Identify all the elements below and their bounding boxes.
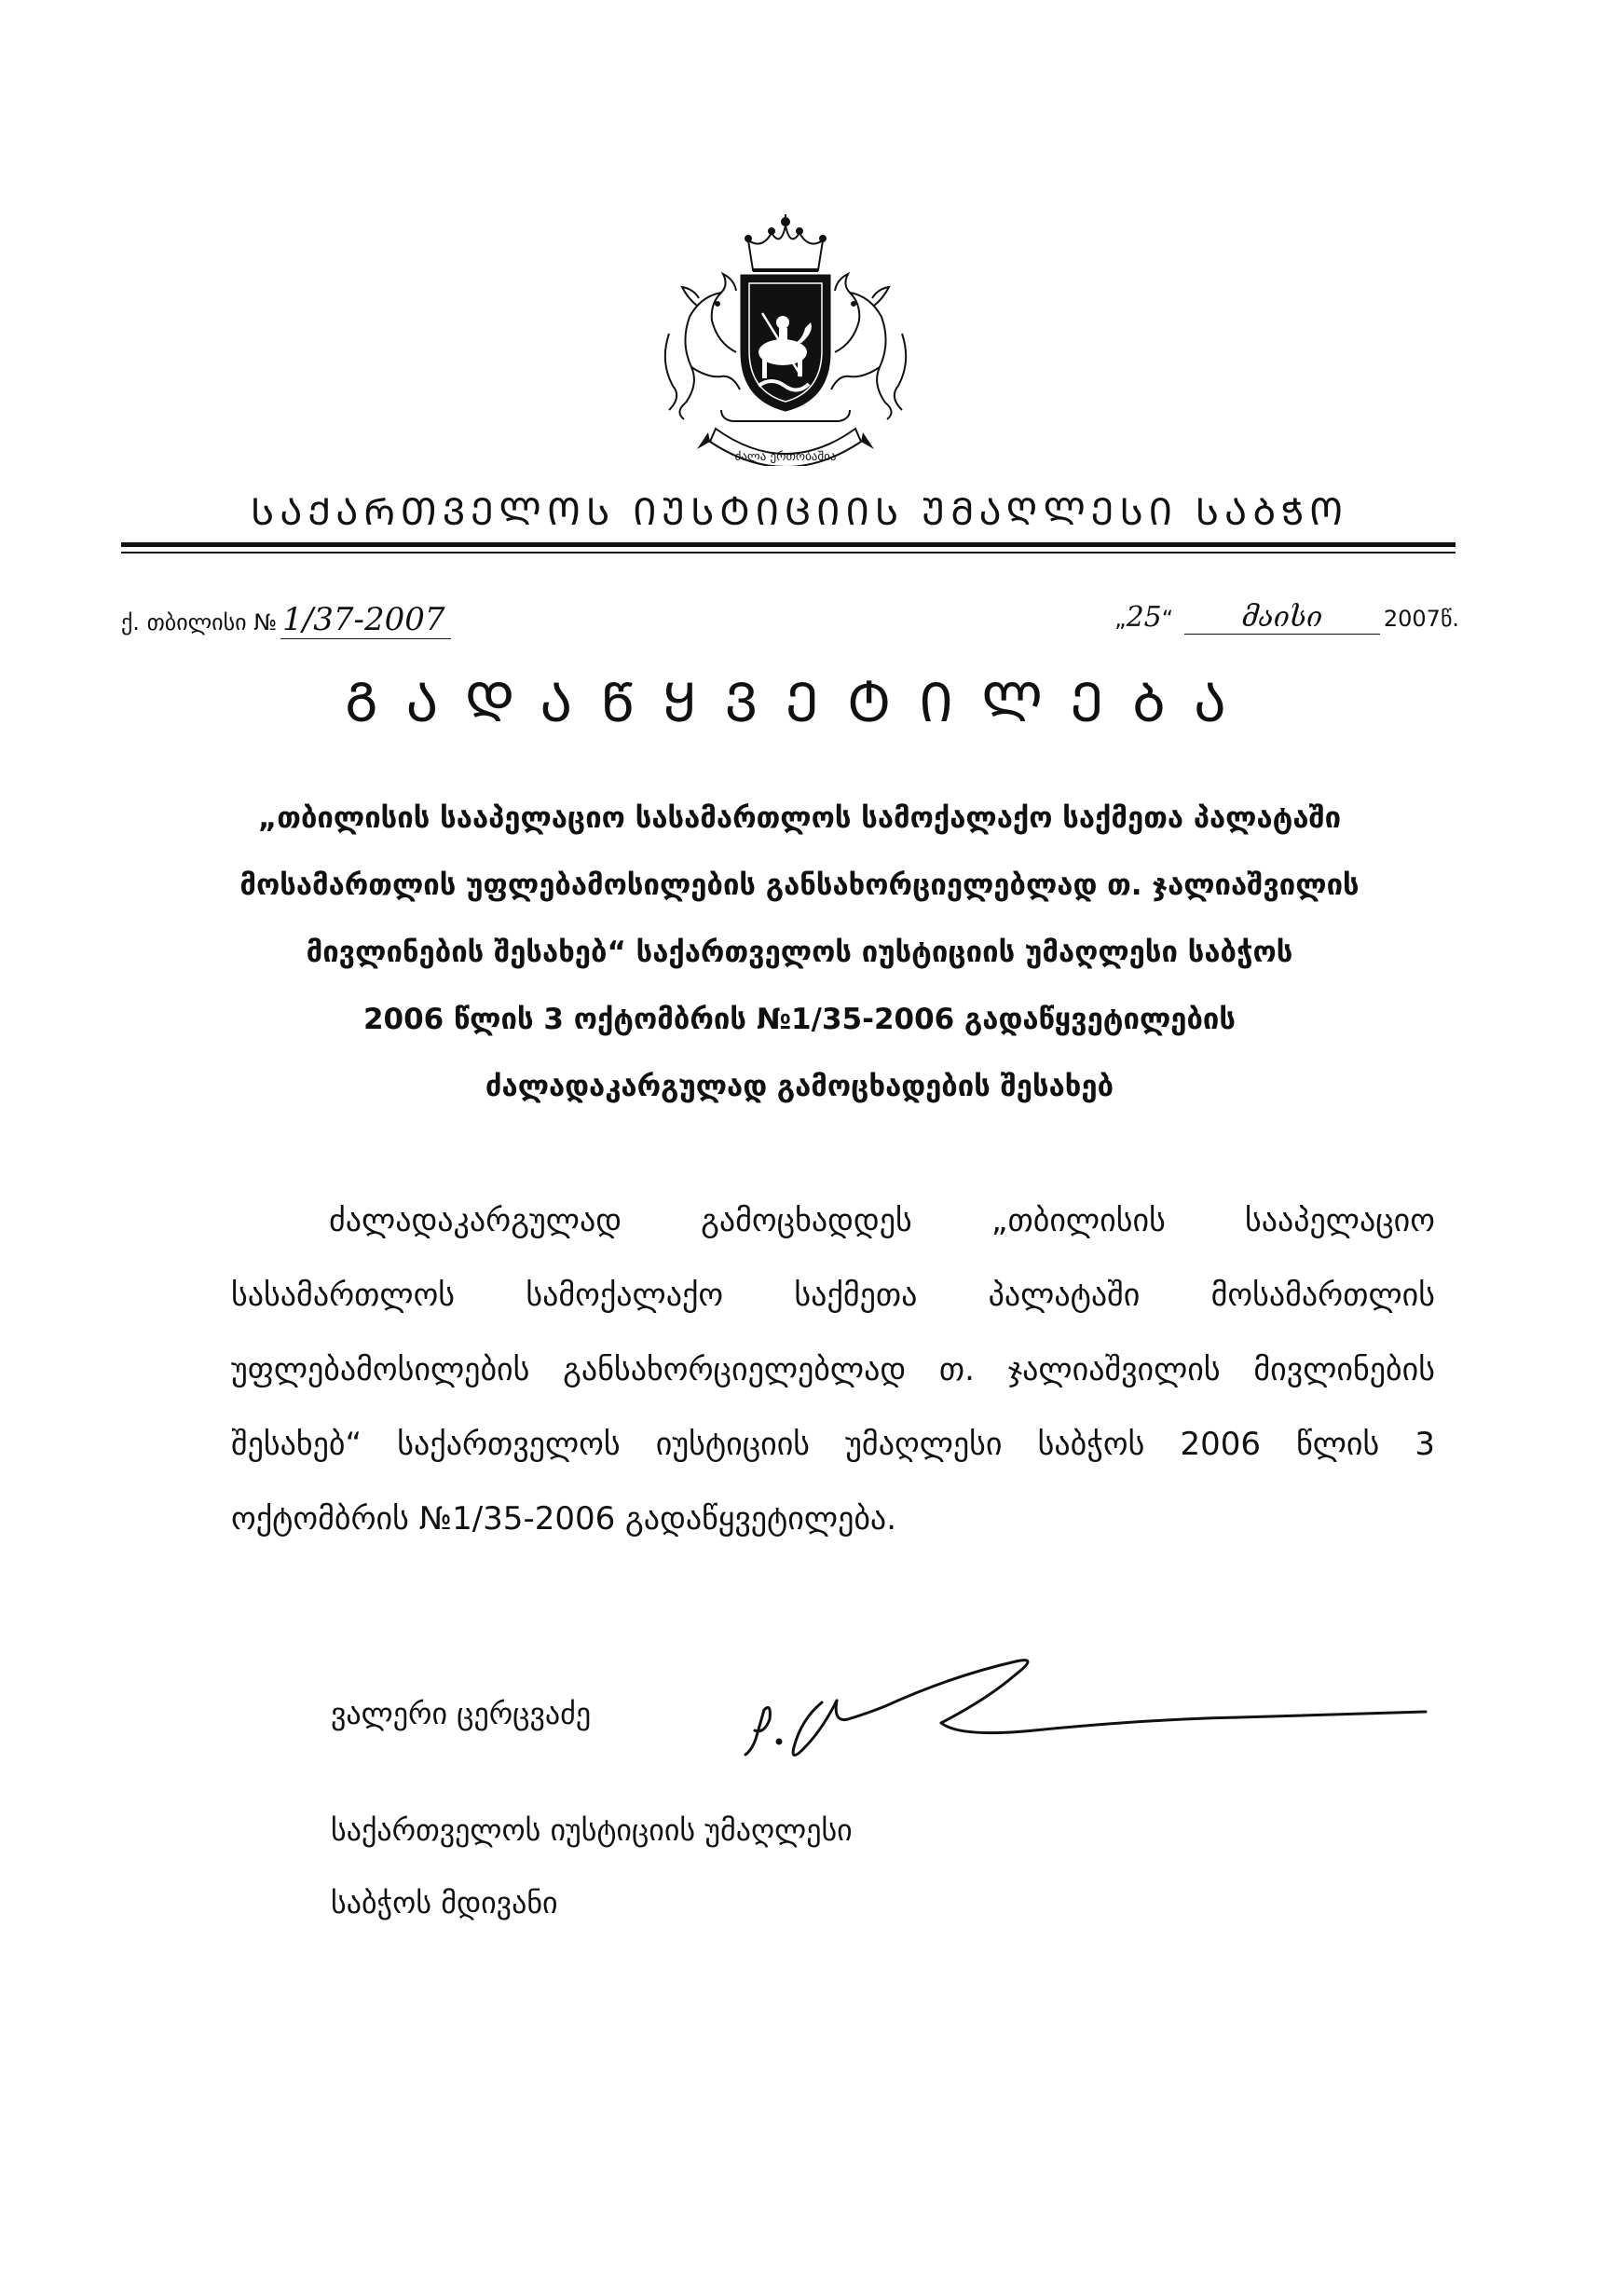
- document-title: ᲒᲐᲓᲐᲬᲧᲕᲔᲢᲘᲚᲔᲑᲐ: [344, 671, 1255, 734]
- coat-of-arms: [632, 212, 939, 466]
- reference-number: 1/37-2007: [280, 601, 450, 639]
- date-day-close: “: [1161, 606, 1174, 632]
- subject-line: ძალადაკარგულად გამოცხადების შესახებ: [485, 1070, 1114, 1103]
- subject-block: [196, 785, 1403, 1120]
- body-line: ოქტომბრის №1/35-2006 გადაწყვეტილება.: [231, 1500, 896, 1538]
- signer-name: ვალერი ცერცვაძე: [331, 1696, 592, 1731]
- emblem-motto: ძალა ერთობაშია: [734, 450, 837, 464]
- crown-icon: [745, 214, 826, 270]
- subject-line: „თბილისის სააპელაციო სასამართლოს სამოქალაქო საქმეთა პალატაში: [257, 801, 1342, 835]
- signer-title: [331, 1794, 853, 1939]
- body-line: უფლებამოსილების განსახორციელებლად თ. ჯალიაშვილის მივლინების: [231, 1351, 1435, 1388]
- body-paragraph: [231, 1183, 1435, 1556]
- header-rule-thin: [121, 552, 1456, 554]
- body-line: ძალადაკარგულად გამოცხადდეს „თბილისის სააპელაციო: [329, 1202, 1435, 1239]
- date-day-open: „: [1114, 606, 1127, 632]
- date-line: [1114, 601, 1459, 635]
- header-rule-thick: [121, 542, 1456, 547]
- left-lion-icon: [665, 274, 740, 419]
- council-name: ᲡᲐᲥᲐᲠᲗᲕᲔᲚᲝᲡ ᲘᲣᲡᲢᲘᲪᲘᲘᲡ ᲣᲛᲐᲦᲚᲔᲡᲘ ᲡᲐᲑᲭᲝ: [250, 491, 1349, 534]
- city-label: ქ. თბილისი №: [121, 609, 278, 636]
- handwritten-signature: [736, 1645, 1444, 1775]
- ribbon-icon: [697, 410, 874, 466]
- subject-line: მოსამართლის უფლებამოსილების განსახორციელებლად თ. ჯალიაშვილის: [239, 868, 1360, 902]
- date-year-suffix: წ.: [1440, 606, 1459, 632]
- body-line: შესახებ“ საქართველოს იუსტიციის უმაღლესი საბჭოს 2006 წლის 3: [231, 1426, 1435, 1463]
- date-year: 2007: [1383, 606, 1441, 632]
- right-lion-icon: [831, 274, 906, 419]
- date-day: 25: [1126, 601, 1162, 634]
- date-month: მაისი: [1241, 601, 1323, 634]
- signer-title-line: საქართველოს იუსტიციის უმაღლესი: [331, 1812, 853, 1848]
- reference-line: [121, 601, 451, 639]
- subject-line: მივლინების შესახებ“ საქართველოს იუსტიციის უმაღლესი საბჭოს: [306, 936, 1293, 969]
- subject-line: 2006 წლის 3 ოქტომბრის №1/35-2006 გადაწყვეტილების: [362, 1003, 1237, 1036]
- body-line: სასამართლოს სამოქალაქო საქმეთა პალატაში მოსამართლის: [231, 1277, 1435, 1314]
- date-month-field: [1184, 601, 1380, 635]
- signer-title-line: საბჭოს მდივანი: [331, 1885, 558, 1920]
- shield-icon: [742, 276, 829, 410]
